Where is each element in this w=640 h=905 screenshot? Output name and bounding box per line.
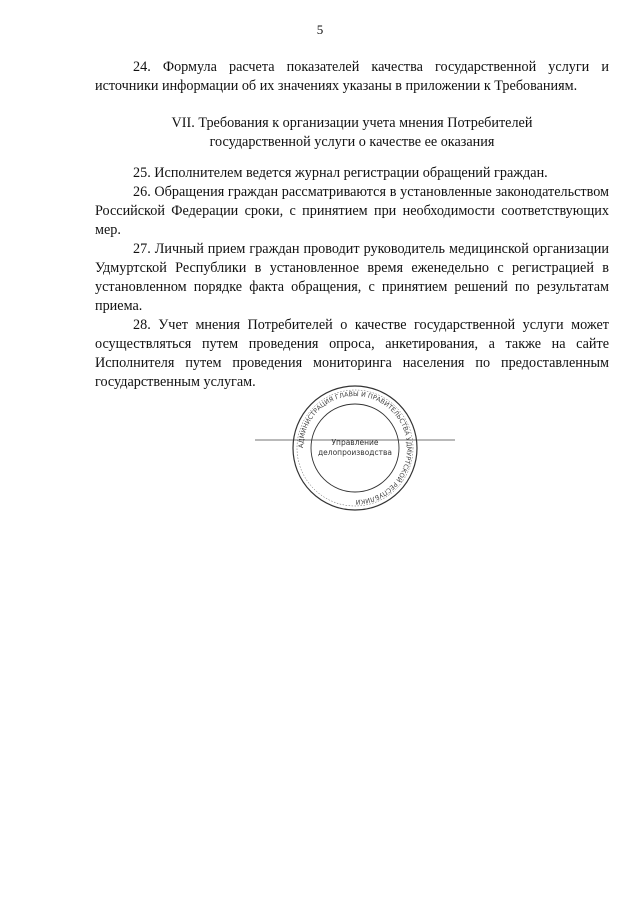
section-heading: [95, 114, 609, 152]
seal-inner-text-1: Управление: [331, 438, 379, 447]
seal-inner-text-2: делопроизводства: [317, 448, 393, 457]
seal-graphic: [255, 383, 455, 513]
paragraph-25: 25. Исполнителем ведется журнал регистрации обращений граждан.: [133, 165, 548, 181]
paragraph-block-main: [95, 164, 609, 392]
paragraph-28: 28. Учет мнения Потребителей о качестве государственной услуги может осуществляться путем проведения опроса, анкетирования, а также на сайте Исполнителя путем проведения мониторинга населения по предоставленным государственным услугам.: [95, 317, 609, 390]
paragraph-block-top: [95, 58, 609, 96]
paragraph-24: 24. Формула расчета показателей качества государственной услуги и источники информации об их значениях указаны в приложении к Требованиям.: [95, 59, 609, 94]
section-title-line-2: государственной услуги о качестве ее оказания: [209, 134, 495, 150]
paragraph-27: 27. Личный прием граждан проводит руководитель медицинской организации Удмуртской Республики в установленное время еженедельно с регистрацией в установленном порядке факта обращения, с принятием решений по результатам приема.: [95, 241, 609, 314]
section-title-line-1: VII. Требования к организации учета мнения Потребителей: [171, 115, 533, 131]
paragraph-26: 26. Обращения граждан рассматриваются в установленные законодательством Российской Федерации сроки, с принятием при необходимости соответствующих мер.: [95, 184, 609, 238]
page-number: 5: [316, 22, 324, 37]
official-seal: [255, 383, 455, 513]
seal-ring-text: АДМИНИСТРАЦИЯ ГЛАВЫ И ПРАВИТЕЛЬСТВА УДМУРТСКОЙ РЕСПУБЛИКИ: [296, 389, 414, 507]
